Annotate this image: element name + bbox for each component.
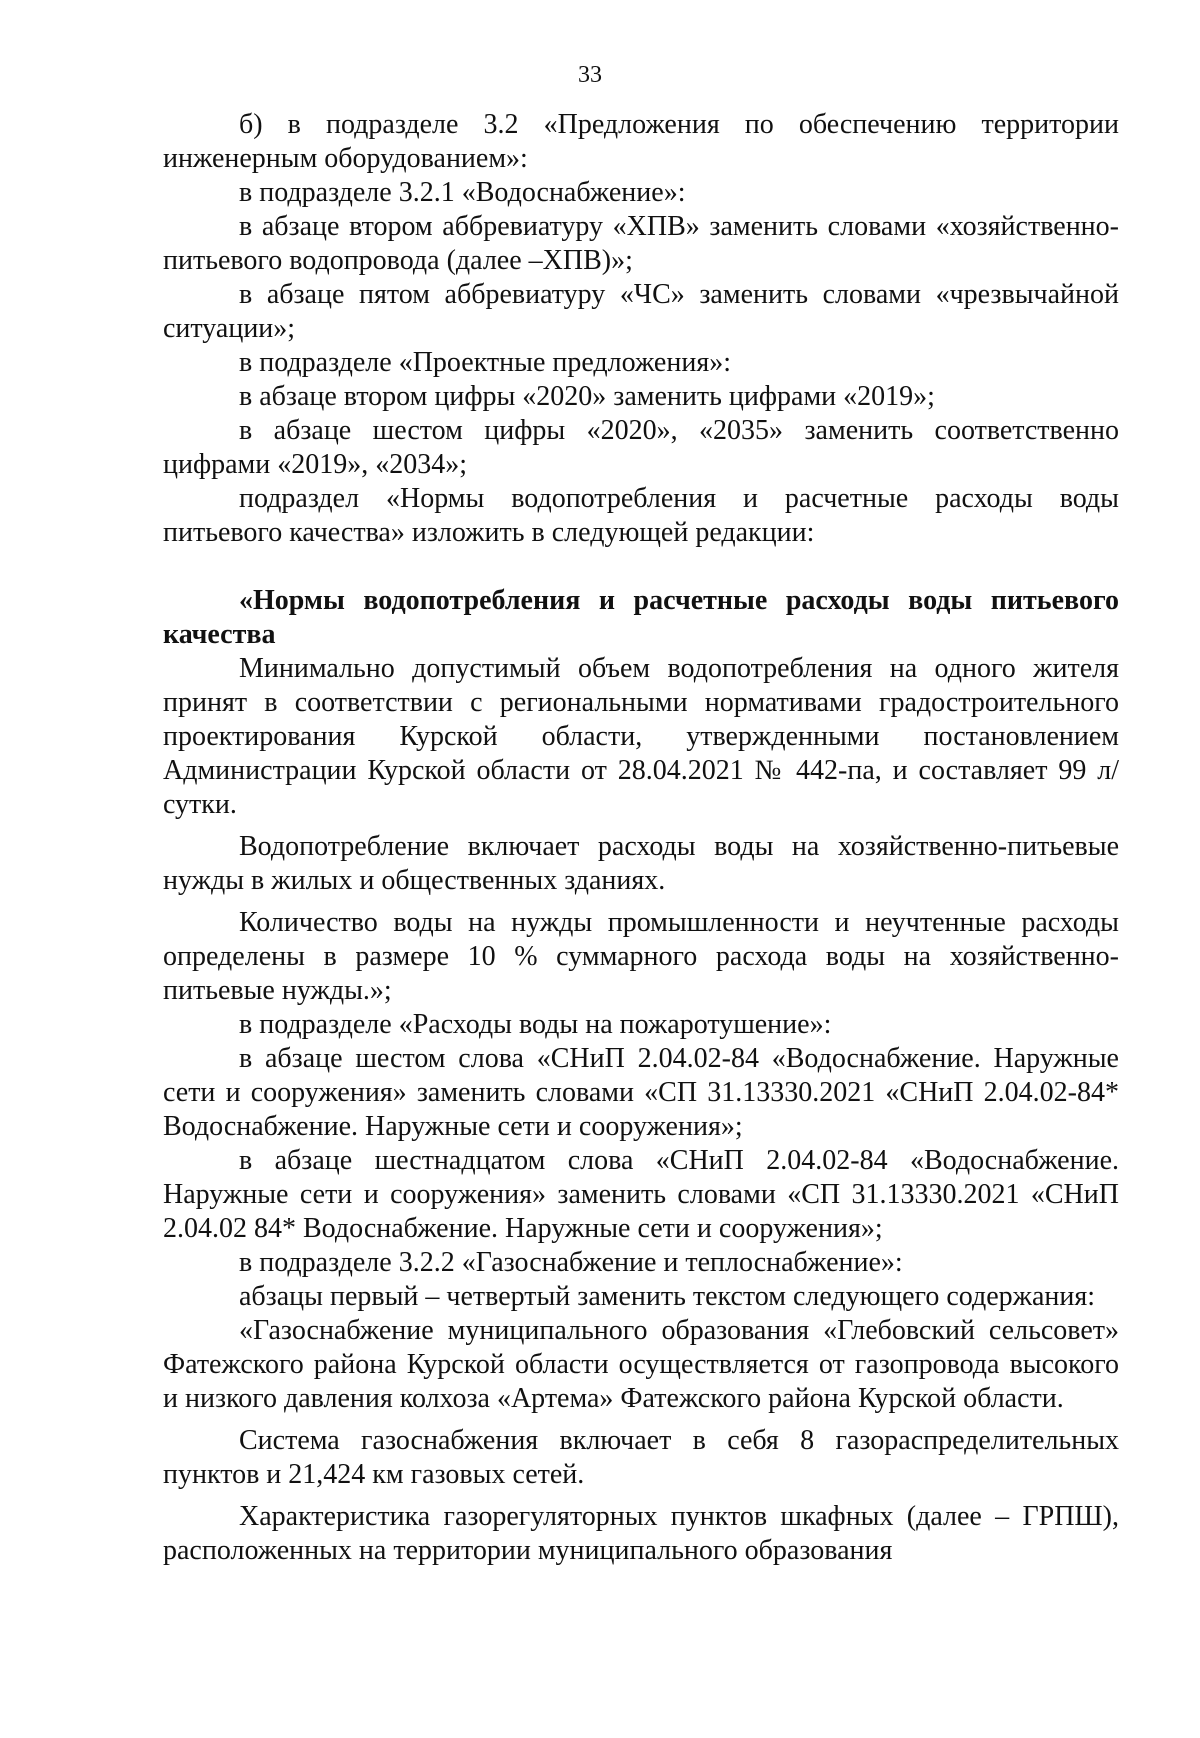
paragraph-water-consumption: Водопотребление включает расходы воды на хозяйственно-питьевые нужды в жилых и общественных зданиях.: [163, 831, 1119, 896]
page-number: 33: [578, 62, 602, 88]
document-body: [163, 108, 1119, 1568]
paragraph-subsection-3-2-1: в подразделе 3.2.1 «Водоснабжение»:: [239, 177, 686, 208]
paragraph-gas-supply: «Газоснабжение муниципального образования «Глебовский сельсовет» Фатежского района Курской области осуществляется от газопровода высокого и низкого давления колхоза «Артема» Фатежского района Курской области.: [163, 1315, 1119, 1414]
paragraph-snip-sixteenth: в абзаце шестнадцатом слова «СНиП 2.04.02-84 «Водоснабжение. Наружные сети и сооружения» заменить словами «СП 31.13330.2021 «СНиП 2.04.02 84* Водоснабжение. Наружные сети и сооружения»;: [163, 1145, 1119, 1244]
paragraph-digits-2034: в абзаце шестом цифры «2020», «2035» заменить соответственно цифрами «2019», «2034»;: [163, 415, 1119, 480]
paragraph-digits-2019: в абзаце втором цифры «2020» заменить цифрами «2019»;: [239, 381, 935, 412]
paragraph-snip-sixth: в абзаце шестом слова «СНиП 2.04.02-84 «Водоснабжение. Наружные сети и сооружения» заменить словами «СП 31.13330.2021 «СНиП 2.04.02-84* Водоснабжение. Наружные сети и сооружения»;: [163, 1043, 1119, 1142]
paragraph-project-proposals: в подразделе «Проектные предложения»:: [239, 347, 731, 378]
paragraph-minimum-consumption: Минимально допустимый объем водопотребления на одного жителя принят в соответствии с региональными нормативами градостроительного проектирования Курской области, утвержденными постановлением Администрации Курской области от 28.04.2021 № 442-па, и составляет 99 л/сутки.: [163, 653, 1119, 820]
paragraph-chs-abbreviation: в абзаце пятом аббревиатуру «ЧС» заменить словами «чрезвычайной ситуации»;: [163, 279, 1119, 344]
paragraph-new-edition: подраздел «Нормы водопотребления и расчетные расходы воды питьевого качества» изложить в следующей редакции:: [163, 483, 1119, 548]
section-heading-water-norms: «Нормы водопотребления и расчетные расходы воды питьевого качества: [163, 585, 1119, 650]
paragraph-subsection-3-2-2: в подразделе 3.2.2 «Газоснабжение и теплоснабжение»:: [239, 1247, 903, 1278]
paragraph-grpsh: Характеристика газорегуляторных пунктов шкафных (далее – ГРПШ), расположенных на территории муниципального образования: [163, 1501, 1119, 1566]
paragraph-gas-system: Система газоснабжения включает в себя 8 газораспределительных пунктов и 21,424 км газовых сетей.: [163, 1425, 1119, 1490]
paragraph-subsection-3-2: б) в подразделе 3.2 «Предложения по обеспечению территории инженерным оборудованием»:: [163, 109, 1119, 174]
paragraph-fire-fighting: в подразделе «Расходы воды на пожаротушение»:: [239, 1009, 832, 1040]
paragraph-industry-needs: Количество воды на нужды промышленности и неучтенные расходы определены в размере 10 % суммарного расхода воды на хозяйственно-питьевые нужды.»;: [163, 907, 1119, 1006]
paragraph-replace-text: абзацы первый – четвертый заменить текстом следующего содержания:: [239, 1281, 1096, 1312]
paragraph-hpv-abbreviation: в абзаце втором аббревиатуру «ХПВ» заменить словами «хозяйственно-питьевого водопровода (далее –ХПВ)»;: [163, 211, 1119, 276]
